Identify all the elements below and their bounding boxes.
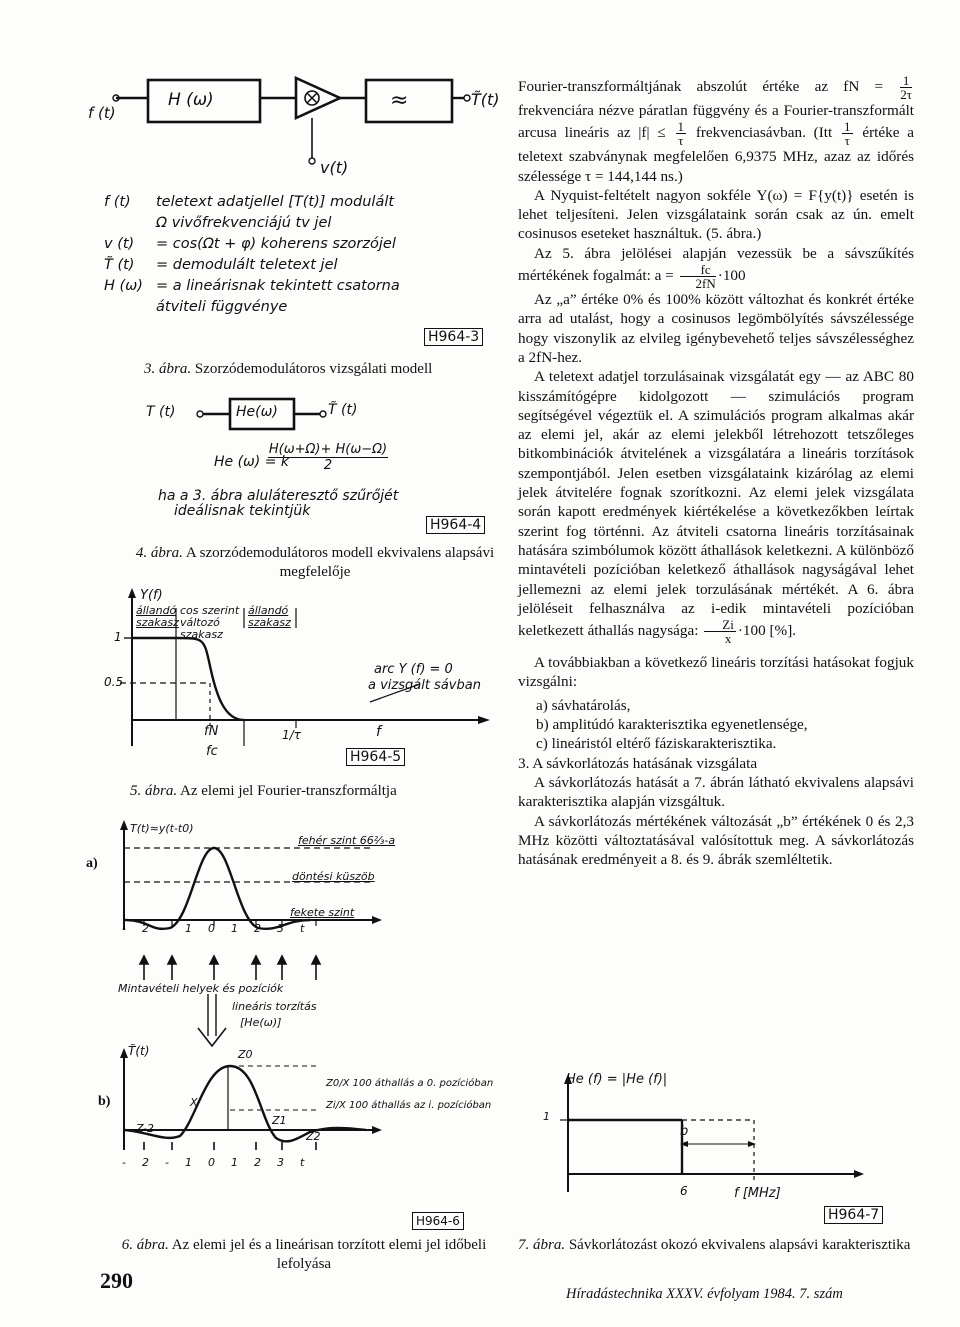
fig5-fn-label: fN xyxy=(204,724,219,739)
fig3-output-label: T̃(t) xyxy=(471,90,500,109)
fig3-def-row: T̃ (t) = demodulált teletext jel xyxy=(104,257,338,273)
fig6-b-label: b) xyxy=(98,1094,111,1109)
fig6-a-ticks: -2-10123t xyxy=(122,922,321,935)
fraction-zi-over-x: $\frac{Zi}{x}$ xyxy=(704,618,736,645)
fig5-tick-1: 1 xyxy=(114,630,122,644)
fig5-note-2: a vizsgált sávban xyxy=(368,678,481,693)
fig6-a-label: a) xyxy=(86,856,98,871)
fig6-black-level: fekete szint xyxy=(290,906,355,919)
fig6-caption: 6. ábra. Az elemi jel és a lineárisan torzított elemi jel időbeli lefolyása xyxy=(121,1237,487,1272)
paragraph-2: A Nyquist-feltételt nagyon sokféle Y(ω) = F{y(t)} esetén is lehet teljesíteni. Jelen vizsgálataink során csak az ún. emelt cosinusos eseteket használtuk. (5. ábra.) xyxy=(518,186,914,243)
fraction-one-over-tau-2: $\frac{1}{\tau}$ xyxy=(844,119,851,149)
fig6-a-y-label: T(t)≈y(t-t0) xyxy=(130,822,194,835)
fig7-caption: 7. ábra. Sávkorlátozást okozó ekvivalens alapsávi karakterisztika xyxy=(518,1237,911,1253)
fig6-b-ticks: -2-10123t xyxy=(122,1156,321,1169)
fig7-six: 6 xyxy=(680,1184,688,1198)
fig3-def-row: H (ω) = a lineárisnak tekintett csatorna xyxy=(104,278,400,294)
fig4-equation-left: He (ω) = k xyxy=(214,454,289,470)
fig5-fc-label: fc xyxy=(206,744,218,759)
fig4-eq-numerator: H(ω+Ω)+ H(ω−Ω) xyxy=(268,442,388,457)
fig6-z-minus-2: Z-2 xyxy=(136,1122,154,1135)
paragraph-3: Az 5. ábra jelölései alapján vezessük be a sávszűkítés mértékének fogalmát: a = $\frac{fc}{2fN}$ ·100 xyxy=(518,244,914,292)
fig3-def-row: átviteli függvénye xyxy=(156,299,288,315)
fig5-region-constant-2: állandó szakasz xyxy=(248,604,291,629)
fig3-v-label: v(t) xyxy=(320,158,349,177)
fig6-annotation-1: Z0/X 100 áthallás a 0. pozícióban xyxy=(326,1078,494,1089)
fig5-region-constant-1: állandó szakasz xyxy=(136,604,179,629)
fig6-b-y-label: T̃(t) xyxy=(128,1044,150,1058)
fig3-h-block-label: H (ω) xyxy=(168,90,214,110)
fig3-block-diagram xyxy=(96,70,506,180)
fig4-note-2: ideálisnak tekintjük xyxy=(174,503,311,519)
fig5-note-1: arc Y (f) = 0 xyxy=(374,662,453,677)
fig4-tag: H964-4 xyxy=(426,516,485,534)
list-item: a) sávhatárolás, xyxy=(536,696,631,714)
paragraph-1: Fourier-transzformáltjának abszolút értéke az fN = $\frac{1}{2\tau}$ frekvenciára nézve páratlan függvény és a Fourier-transzformált arcusa lineáris az |f| ≤ $\frac{1}{\tau}$ frekvenciasávban. (Itt $\frac{1}{\tau}$ értéke a teletext szabványnak megfelelően 6,9375 MHz, azaz az időrés szélessége τ = 144,144 ns.) xyxy=(518,73,915,185)
fig5-tick-half: 0.5 xyxy=(104,675,124,689)
fig5-x-label: f xyxy=(376,724,381,740)
fig7-y-label: He (f) = |He (f)| xyxy=(566,1072,668,1087)
fig5-caption: 5. ábra. Az elemi jel Fourier-transzformáltja xyxy=(130,783,397,799)
fig4-block-label: He(ω) xyxy=(236,404,278,420)
paragraph-6: A továbbiakban a következő lineáris torzítási hatásokat fogjuk vizsgálni: xyxy=(518,654,914,691)
fraction-fc-over-2fn: $\frac{fc}{2fN}$ xyxy=(680,263,716,290)
fig6-z0: Z0 xyxy=(238,1048,253,1061)
fraction-one-over-2tau: $\frac{1}{2\tau}$ xyxy=(900,73,912,102)
fig7-tick-1: 1 xyxy=(543,1110,550,1123)
page-number: 290 xyxy=(100,1268,133,1293)
fig6-annotation-2: Zi/X 100 áthallás az i. pozícióban xyxy=(326,1100,492,1111)
paragraph-7: A sávkorlátozás hatását a 7. ábrán látható ekvivalens alapsávi karakterisztika alapján vizsgáltuk. xyxy=(518,773,914,811)
list-item: c) lineáristól eltérő fáziskarakterisztika. xyxy=(536,735,777,753)
list-item: b) amplitúdó karakterisztika egyenetlensége, xyxy=(536,716,808,734)
fig3-caption: 3. ábra. Szorzódemodulátoros vizsgálati modell xyxy=(144,361,433,377)
fig6-z1: Z1 xyxy=(272,1114,287,1127)
fig3-def-row: v (t) = cos(Ωt + φ) koherens szorzójel xyxy=(104,236,396,252)
fig6-white-level: fehér szint 66⅔-a xyxy=(298,834,396,847)
fig6-z2: Z2 xyxy=(306,1130,321,1143)
fig6-x: X xyxy=(190,1096,198,1109)
distortion-list xyxy=(518,696,914,754)
fig4-equation-fraction xyxy=(268,442,388,473)
fig6-threshold: döntési küszöb xyxy=(292,870,375,883)
fig6-sample-label: Mintavételi helyek és pozíciók xyxy=(118,982,284,995)
fig7-x-label: f [MHz] xyxy=(734,1186,781,1201)
section-heading: 3. A sávkorlátozás hatásának vizsgálata xyxy=(518,754,758,772)
fig6-distortion-1: lineáris torzítás xyxy=(232,1000,317,1013)
fig5-y-label: Y(f) xyxy=(140,588,163,603)
fig7-tag: H964-7 xyxy=(824,1206,883,1224)
paragraph-5: A teletext adatjel torzulásainak vizsgálatát egy — az ABC 80 kisszámítógépre kidolgozott — szimulációs program segítségével végeztük el. A szimulációs program alkalmas akár az elemi jel, akár az elemi jelekből létrehozott tetszőleges bitkombinációk átvitelének a vizsgálatára a lineáris torzítások szempontjából. Jelen esetben vizsgálataink kizárólag az elemi jelek átvitelére fognak szorítkozni. Az elemi jelek vizsgálata során kapott eredmények kiértékelése a következőkben leírtak szerint fog történni. Az átviteli csatorna lineáris torzításainak hatására szimbólumok között áthallások keletkezni. A különböző mintavételi pozícióban keletkező áthallások nagyságával lehet jellemezni az elemi jelek torzulásának mértékét. A 6. ábra jelöléseit felhasználva az i-edik mintavételi pozícióban keletkezett áthallás nagysága: $\frac{Zi}{x}$ ·100 [%]. xyxy=(518,368,914,647)
fig4-caption: 4. ábra. A szorzódemodulátoros modell ekvivalens alapsávi megfelelője xyxy=(135,545,495,580)
journal-footer: Híradástechnika XXXV. évfolyam 1984. 7. szám xyxy=(566,1286,843,1302)
fig6-tag: H964-6 xyxy=(412,1212,464,1230)
fig4-input-label: T (t) xyxy=(146,404,176,420)
fig7-characteristic xyxy=(540,1070,880,1200)
fig7-b-label: b xyxy=(680,1124,689,1139)
right-column-text xyxy=(518,74,914,869)
fig4-note-1: ha a 3. ábra aluláteresztő szűrőjét xyxy=(158,488,399,504)
fig3-tag: H964-3 xyxy=(424,328,483,346)
fig3-def-row: Ω vivőfrekvenciájú tv jel xyxy=(156,215,332,231)
fig6-distortion-2: [He(ω)] xyxy=(240,1016,282,1029)
fig3-definitions xyxy=(104,192,484,318)
paragraph-4: Az „a” értéke 0% és 100% között változhat és konkrét értéke arra ad utalást, hogy a cosinusos legömbölyítés sávszélessége hogy viszonylik az elvileg igénybevehető teljes sávszélességhez a 2fN-hez. xyxy=(518,291,914,366)
fig3-input-label: f (t) xyxy=(88,104,116,122)
fig4-output-label: T̃ (t) xyxy=(328,402,358,418)
fig3-lowpass-symbol: ≈ xyxy=(390,88,409,113)
fig5-tag: H964-5 xyxy=(346,748,405,766)
fig3-def-row: f (t) teletext adatjellel [T(t)] modulált xyxy=(104,194,395,210)
fig5-region-cosine: cos szerint változó szakasz xyxy=(180,604,240,641)
paragraph-8: A sávkorlátozás mértékének változását „b” értékének 0 és 2,3 MHz közötti változtatásával valósítottuk meg. A sávkorlátozás hatásának eredményeit a 8. és 9. ábrák szemléltetik. xyxy=(518,812,914,869)
fig4-eq-denominator: 2 xyxy=(323,458,333,473)
fig5-one-over-tau: 1/τ xyxy=(282,728,301,742)
fraction-one-over-tau: $\frac{1}{\tau}$ xyxy=(677,119,684,149)
